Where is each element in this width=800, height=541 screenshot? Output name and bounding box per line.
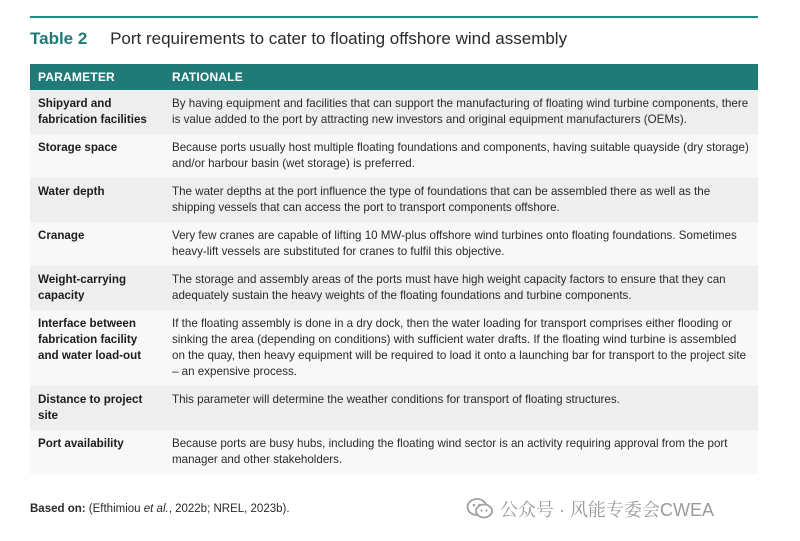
table-row [30,386,758,430]
parameter-cell: Weight-carrying capacity [30,266,164,310]
rationale-cell: The water depths at the port influence the type of foundations that can be assembled there as well as the shipping vessels that can access the port to transport components offshore. [164,178,758,222]
rationale-cell: If the floating assembly is done in a dry dock, then the water loading for transport comprises either flooding or sinking the area (depending on conditions) with sufficient water drafts. If the floating wind turbine is assembled on the quay, then heavy equipment will be required to load it onto a launching bar for transport to the project site – an expensive process. [164,310,758,386]
parameter-cell: Shipyard and fabrication facilities [30,90,164,134]
watermark-text: 公众号 · 风能专委会CWEA [500,500,714,520]
rationale-cell: Because ports usually host multiple floating foundations and components, having suitable quayside (dry storage) and/or harbour basin (wet storage) is preferred. [164,134,758,178]
table-caption [30,28,567,50]
rationale-cell: The storage and assembly areas of the ports must have high weight capacity factors to ensure that they can adequately sustain the heavy weights of the floating foundations and turbine components. [164,266,758,310]
wechat-icon [466,497,494,521]
parameter-cell: Interface between fabrication facility and water load-out [30,310,164,386]
rationale-cell: Very few cranes are capable of lifting 10 MW-plus offshore wind turbines onto floating foundations. Sometimes heavy-lift vessels are substituted for cranes to fulfil this objective. [164,222,758,266]
parameter-cell: Cranage [30,222,164,266]
table-row [30,266,758,310]
parameter-cell: Storage space [30,134,164,178]
watermark [466,496,714,522]
table-row [30,178,758,222]
table-number: Table 2 [30,29,88,48]
source-post: , 2022b; NREL, 2023b). [168,503,290,515]
source-etal: et al. [143,503,169,515]
parameter-cell: Distance to project site [30,386,164,430]
source-label: Based on: [30,503,86,515]
table-header-row [30,64,758,90]
top-rule [30,16,758,18]
table-row [30,222,758,266]
rationale-cell: Because ports are busy hubs, including the floating wind sector is an activity requiring approval from the port manager and other stakeholders. [164,430,758,474]
table-row [30,310,758,386]
parameter-cell: Water depth [30,178,164,222]
source-pre: (Efthimiou [88,503,144,515]
source-note [30,503,290,515]
header-parameter: PARAMETER [30,64,164,90]
table-title: Port requirements to cater to floating offshore wind assembly [110,29,568,48]
port-requirements-table [30,64,758,474]
header-rationale: RATIONALE [164,64,758,90]
parameter-cell: Port availability [30,430,164,474]
table-row [30,430,758,474]
table-row [30,134,758,178]
rationale-cell: By having equipment and facilities that can support the manufacturing of floating wind turbine components, there is value added to the port by attracting new investors and original equipment manufacturers (OEMs). [164,90,758,134]
rationale-cell: This parameter will determine the weather conditions for transport of floating structures. [164,386,758,430]
table-row [30,90,758,134]
